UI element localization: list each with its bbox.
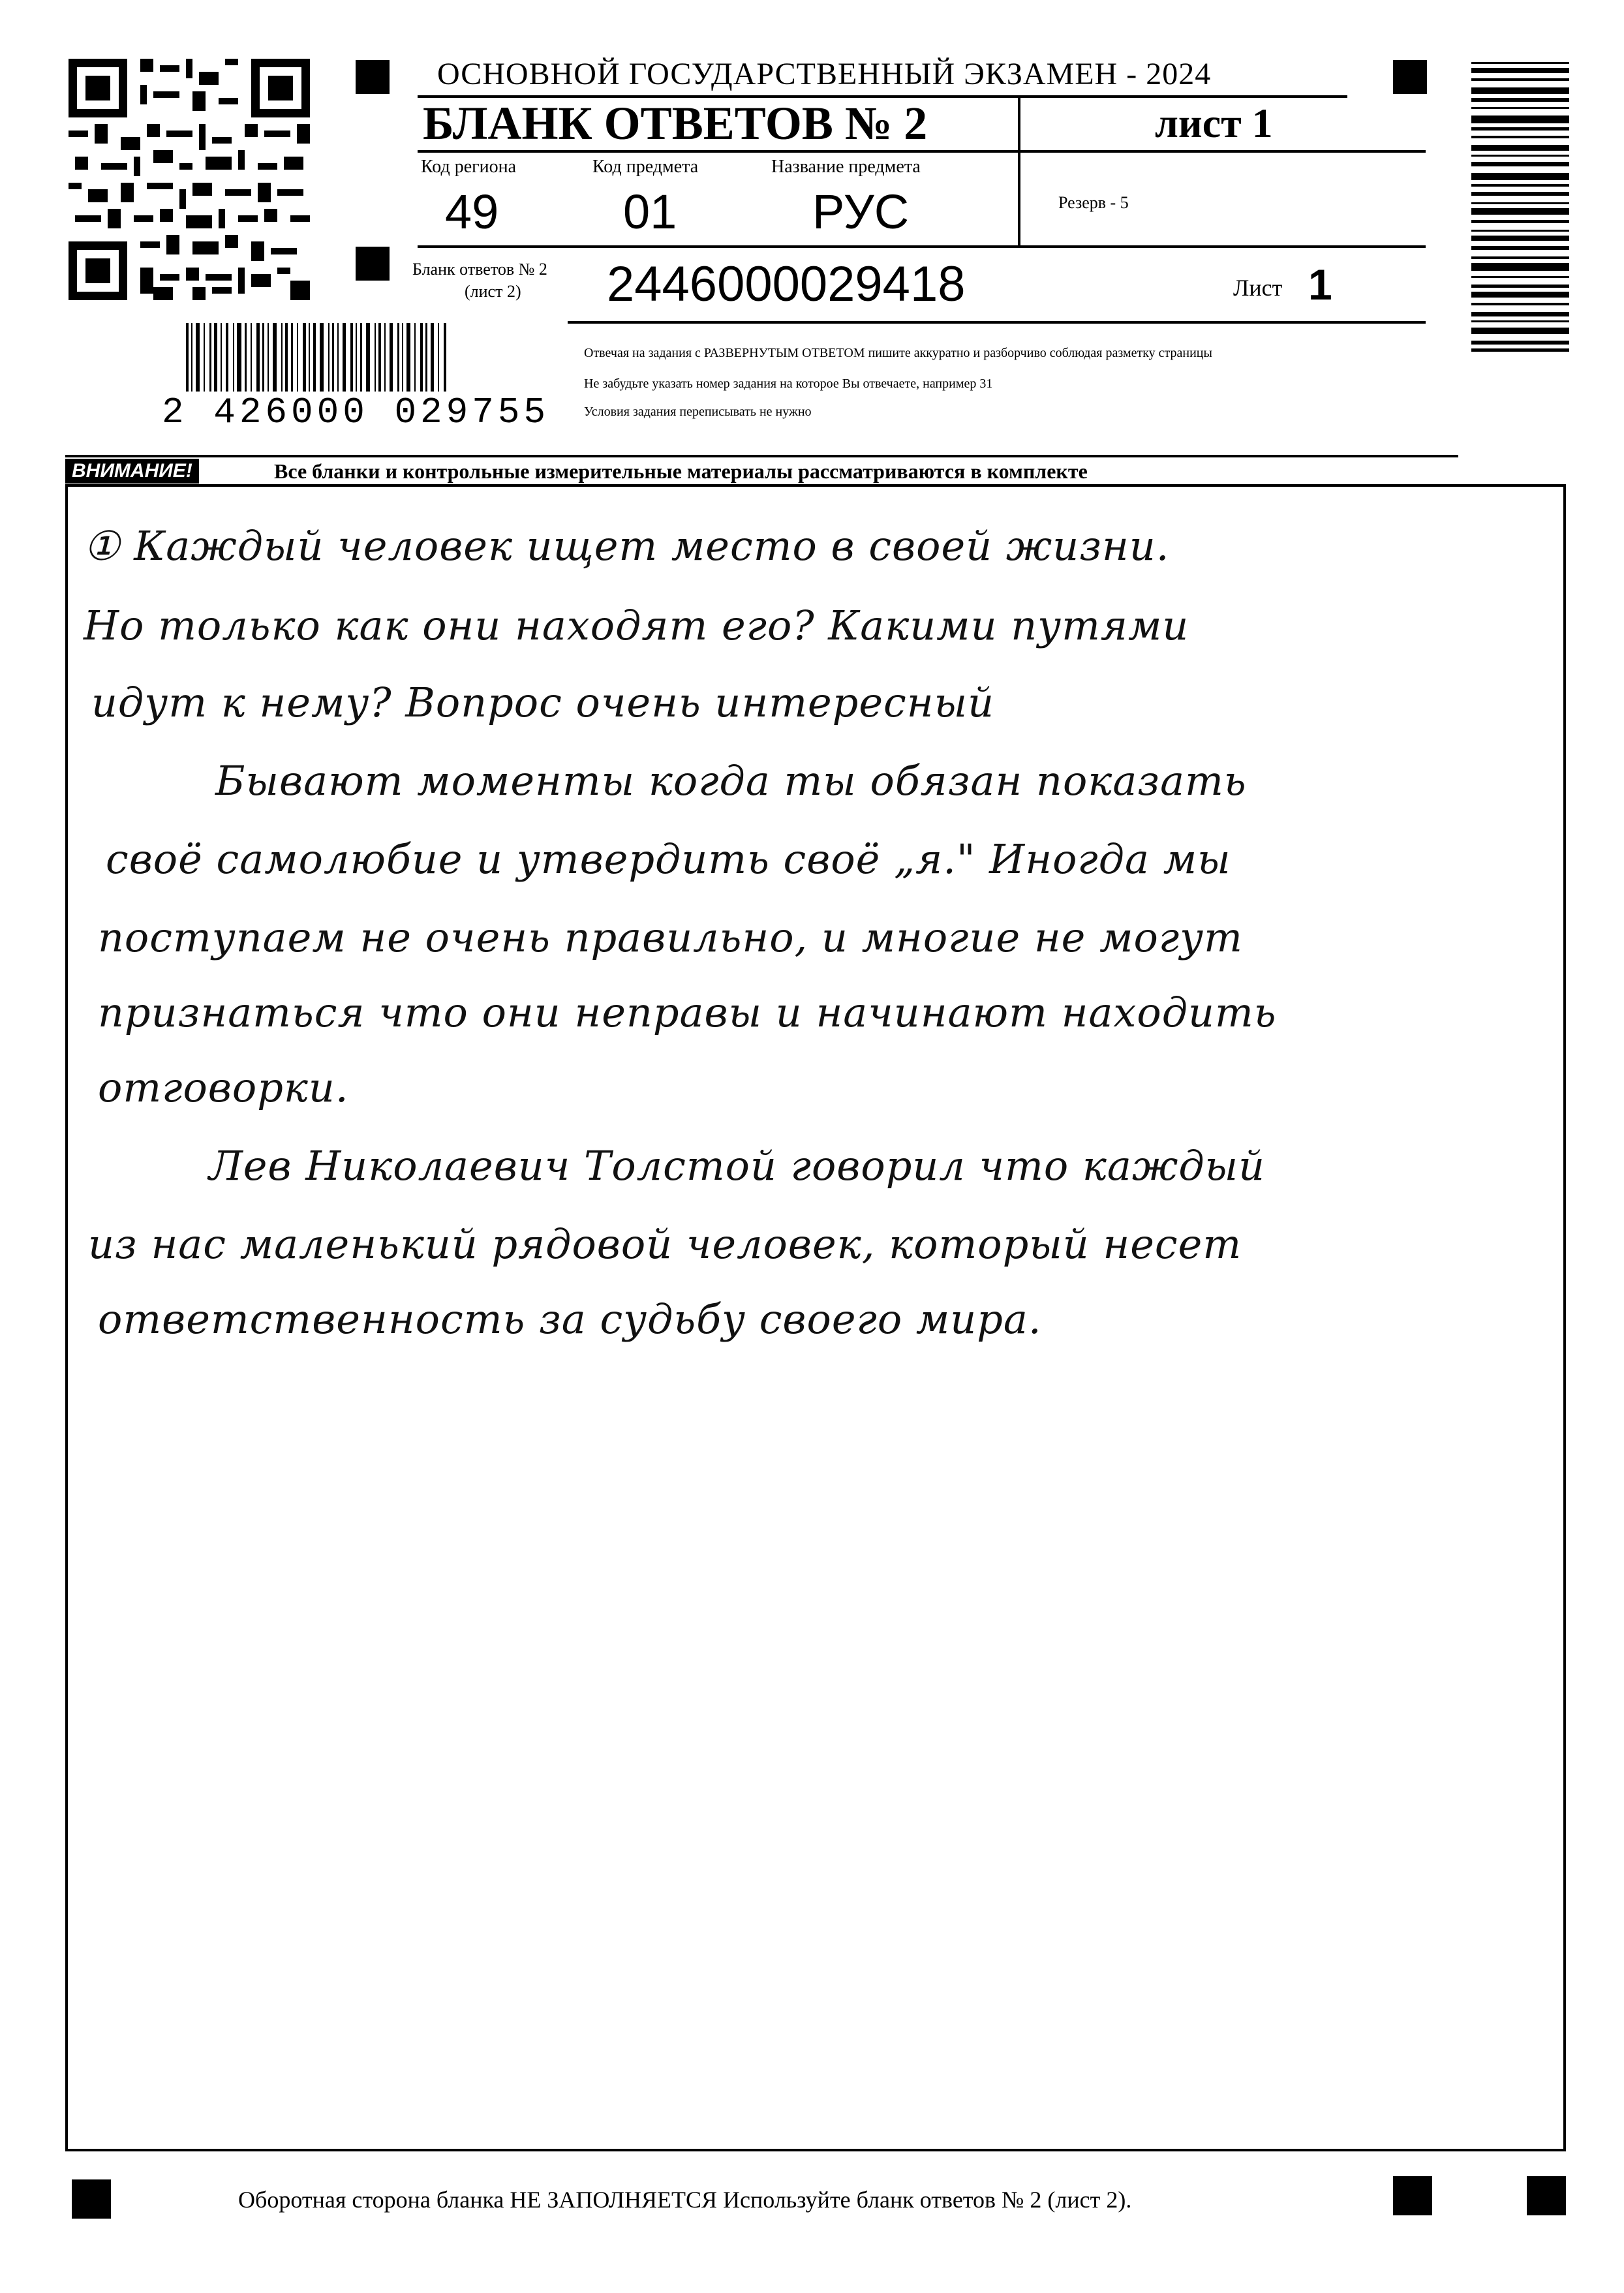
- barcode-bar: [1471, 162, 1569, 166]
- answer-line-9: Лев Николаевич Толстой говорил что каждый: [209, 1142, 1266, 1190]
- barcode-bar: [332, 323, 334, 392]
- barcode-bar: [1471, 145, 1569, 151]
- warning-text: Все бланки и контрольные измерительные материалы рассматриваются в комплекте: [274, 459, 1088, 483]
- barcode-bar: [1471, 98, 1569, 102]
- subject-name-label: Название предмета: [771, 157, 921, 177]
- barcode-bar: [343, 323, 346, 392]
- instruction-3: Условия задания переписывать не нужно: [584, 405, 812, 419]
- region-value: 49: [445, 185, 499, 239]
- barcode-bar: [268, 323, 269, 392]
- answer-line-7: признаться что они неправы и начинают находить: [98, 989, 1277, 1036]
- barcode-bar: [1471, 136, 1569, 138]
- reserve-label: Резерв - 5: [1058, 193, 1129, 212]
- barcode-bar: [1471, 220, 1569, 223]
- answer-line-5: своё самолюбие и утвердить своё „я." Иногда мы: [106, 835, 1231, 883]
- barcode-bar: [390, 323, 393, 392]
- barcode-bar: [375, 323, 376, 392]
- barcode-bar: [186, 323, 189, 392]
- answer-line-2: Но только как они находят его? Какими путями: [84, 602, 1189, 649]
- qr-code: [69, 59, 310, 300]
- barcode-bar: [313, 323, 316, 392]
- barcode-bar: [196, 323, 200, 392]
- header-line-2: [418, 150, 1426, 153]
- barcode-bar: [1471, 62, 1569, 64]
- answer-line-4: Бывают моменты когда ты обязан показать: [215, 757, 1247, 805]
- instruction-1: Отвечая на задания с РАЗВЕРНУТЫМ ОТВЕТОМ пишите аккуратно и разборчиво соблюдая разметку страницы: [584, 346, 1212, 360]
- barcode-bar: [309, 323, 310, 392]
- barcode-bar: [1471, 256, 1569, 259]
- barcode-bar: [438, 323, 439, 392]
- barcode-bar: [1471, 208, 1569, 215]
- barcode-bar: [402, 323, 403, 392]
- anchor-marker-bottom-mid: [1393, 2176, 1432, 2215]
- barcode-bar: [360, 323, 362, 392]
- barcode-bar: [356, 323, 357, 392]
- warning-badge: ВНИМАНИЕ!: [65, 459, 199, 484]
- anchor-marker-bottom-left: [72, 2179, 111, 2219]
- barcode-bar: [285, 323, 288, 392]
- answer-line-11: ответственность за судьбу своего мира.: [98, 1295, 1042, 1343]
- barcode-bar: [414, 323, 416, 392]
- barcode-bar: [1471, 184, 1569, 187]
- barcode-bar: [1471, 303, 1569, 305]
- answer-line-6: поступаем не очень правильно, и многие не могут: [98, 914, 1243, 961]
- barcode-bar: [221, 323, 222, 392]
- sheet-title: лист 1: [1155, 100, 1273, 146]
- barcode-bar: [1471, 263, 1569, 271]
- barcode-bar: [425, 323, 427, 392]
- answer-line-3: идут к нему? Вопрос очень интересный: [91, 679, 995, 726]
- barcode-bar: [1471, 127, 1569, 131]
- barcode-bar: [1471, 115, 1569, 123]
- exam-title: ОСНОВНОЙ ГОСУДАРСТВЕННЫЙ ЭКЗАМЕН - 2024: [437, 57, 1212, 91]
- barcode-bar: [1471, 348, 1569, 352]
- barcode-bar: [328, 323, 329, 392]
- barcode-bar: [1471, 155, 1569, 157]
- barcode-bar: [256, 323, 260, 392]
- vertical-barcode: [1471, 62, 1569, 440]
- barcode-bar: [350, 323, 353, 392]
- barcode-bar: [1471, 107, 1569, 109]
- barcode-bar: [1471, 312, 1569, 316]
- link-label-line2: (лист 2): [465, 282, 521, 301]
- answer-line-8: отговорки.: [98, 1064, 349, 1111]
- barcode-bar: [1471, 192, 1569, 196]
- barcode-bar: [397, 323, 399, 392]
- link-sheet-label: Лист: [1233, 275, 1283, 301]
- region-label: Код региона: [421, 157, 517, 177]
- barcode-bar: [1471, 230, 1569, 232]
- subject-name-value: РУС: [812, 185, 910, 239]
- header-divider: [1018, 97, 1020, 247]
- barcode-bar: [406, 323, 410, 392]
- barcode-bar: [226, 323, 228, 392]
- anchor-marker-top-left: [356, 60, 390, 94]
- barcode-bar: [366, 323, 370, 392]
- barcode-bar: [273, 323, 277, 392]
- barcode-bar: [245, 323, 247, 392]
- barcode-bar: [191, 323, 192, 392]
- barcode-bar: [1471, 87, 1569, 94]
- barcode-bar: [1471, 202, 1569, 204]
- subject-code-value: 01: [623, 185, 677, 239]
- barcode-bar: [281, 323, 283, 392]
- barcode-bar: [204, 323, 205, 392]
- footer-text: Оборотная сторона бланка НЕ ЗАПОЛНЯЕТСЯ Используйте бланк ответов № 2 (лист 2).: [238, 2187, 1132, 2213]
- answer-line-1: ① Каждый человек ищет место в своей жизни.: [84, 522, 1170, 570]
- barcode-bar: [303, 323, 306, 392]
- warning-top-line: [65, 455, 1458, 457]
- header-line-3: [418, 245, 1426, 248]
- barcode-bar: [291, 323, 293, 392]
- barcode-bar: [297, 323, 298, 392]
- barcode-bar: [251, 323, 252, 392]
- anchor-marker-bottom-right: [1527, 2176, 1566, 2215]
- horizontal-barcode: [186, 323, 538, 395]
- instruction-2: Не забудьте указать номер задания на которое Вы отвечаете, например 31: [584, 377, 993, 391]
- subject-code-label: Код предмета: [592, 157, 699, 177]
- barcode-bar: [378, 323, 381, 392]
- barcode-bar: [1471, 78, 1569, 81]
- barcode-bar: [262, 323, 264, 392]
- link-number: 2446000029418: [607, 256, 966, 312]
- barcode-bar: [1471, 246, 1569, 250]
- link-label-line1: Бланк ответов № 2: [412, 260, 547, 279]
- barcode-bar: [1471, 341, 1569, 345]
- anchor-marker-top-right: [1393, 60, 1427, 94]
- anchor-marker-mid-left: [356, 247, 390, 281]
- answer-line-10: из нас маленький рядовой человек, который несет: [88, 1220, 1242, 1268]
- barcode-bar: [1471, 173, 1569, 180]
- barcode-bar: [384, 323, 386, 392]
- barcode-bar: [1471, 328, 1569, 334]
- barcode-bar: [1471, 68, 1569, 73]
- barcode-bar: [420, 323, 423, 392]
- header-line-4: [568, 321, 1426, 324]
- barcode-bar: [1471, 285, 1569, 288]
- barcode-bar: [209, 323, 211, 392]
- barcode-bar: [1471, 320, 1569, 322]
- barcode-bar: [1471, 292, 1569, 298]
- barcode-bar: [320, 323, 324, 392]
- barcode-bar: [444, 323, 446, 392]
- barcode-number: 2 426000 029755: [162, 392, 550, 433]
- barcode-bar: [431, 323, 434, 392]
- barcode-bar: [337, 323, 339, 392]
- barcode-bar: [1471, 276, 1569, 278]
- barcode-bar: [237, 323, 241, 392]
- barcode-bar: [233, 323, 234, 392]
- barcode-bar: [1471, 236, 1569, 241]
- link-sheet-value: 1: [1308, 260, 1332, 309]
- blank-title: БЛАНК ОТВЕТОВ № 2: [423, 97, 928, 149]
- barcode-bar: [214, 323, 217, 392]
